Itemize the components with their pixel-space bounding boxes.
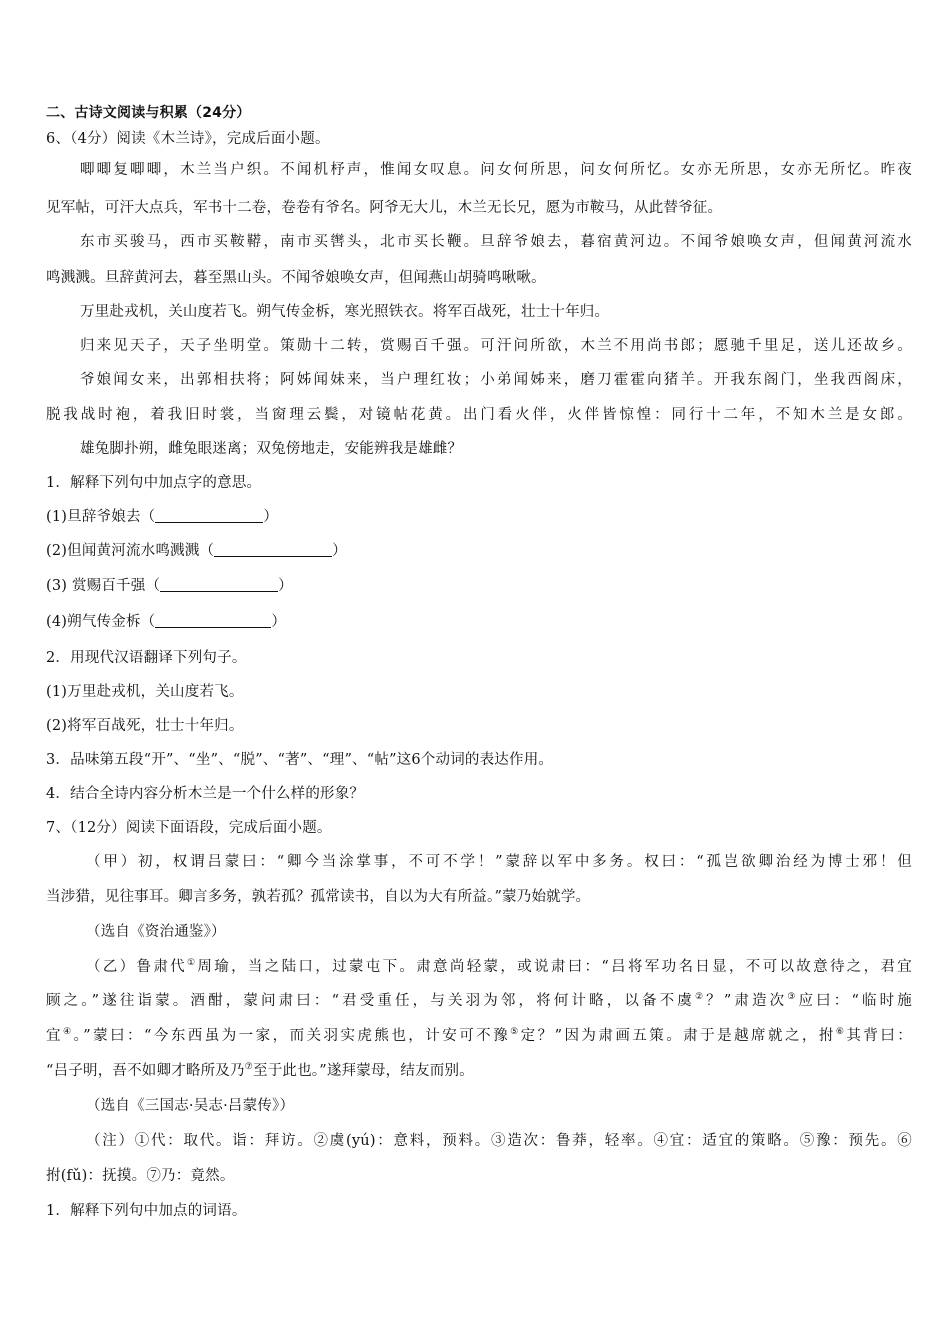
text: 顾之。”遂往诣蒙。酒酣，蒙问肃曰：“君受重任，与关羽为邻，将何计略，以备不虞 [46, 993, 695, 1009]
q6-subquestion-2: 2．用现代汉语翻译下列句子。 [46, 650, 247, 666]
poem-line: 唧唧复唧唧，木兰当户织。不闻机杼声，惟闻女叹息。问女何所思，问女何所忆。女亦无所思，女亦无所忆。昨夜 [80, 162, 912, 178]
blank-item-text: (4)朔气传金柝（ [46, 614, 156, 630]
translate-item: (2)将军百战死，壮士十年归。 [46, 718, 244, 734]
blank-item-4 [46, 612, 286, 632]
poem-line: 鸣溅溅。旦辞黄河去，暮至黑山头。不闻爷娘唤女声，但闻燕山胡骑鸣啾啾。 [46, 270, 546, 286]
blank-item-1 [46, 507, 278, 527]
blank-item-close: ） [271, 614, 287, 630]
blank-item-close: ） [332, 543, 347, 559]
note-marker: ⑥ [835, 1027, 847, 1038]
blank-item-text: (3) 赏赐百千强（ [46, 578, 161, 594]
note-marker: ① [187, 958, 198, 969]
text: 周瑜，当之陆口，过蒙屯下。肃意尚轻蒙，或说肃曰：“吕将军功名日显，不可以故意待之，君宜 [197, 959, 912, 975]
q6-subquestion-3: 3．品味第五段“开”、“坐”、“脱”、“著”、“理”、“帖”这6个动词的表达作用。 [46, 752, 554, 768]
note-marker: ⑤ [510, 1027, 521, 1038]
text: 应曰：“临时施 [798, 993, 912, 1009]
answer-blank[interactable] [160, 577, 278, 592]
section-title: 二、古诗文阅读与积累（24分） [46, 105, 251, 121]
notes-line: 拊(fǔ)：抚摸。⑦乃：竟然。 [46, 1168, 235, 1184]
question-6-header: 6、（4分）阅读《木兰诗》，完成后面小题。 [46, 131, 330, 147]
text: 。”蒙曰：“今东西虽为一家，而关羽实虎熊也，计安可不豫 [73, 1028, 511, 1044]
question-7-header: 7、（12分）阅读下面语段，完成后面小题。 [46, 820, 332, 836]
passage-yi-line [46, 991, 912, 1011]
q6-subquestion-1: 1．解释下列句中加点字的意思。 [46, 475, 262, 491]
translate-item: (1)万里赴戎机，关山度若飞。 [46, 684, 244, 700]
note-marker: ⑦ [244, 1062, 253, 1073]
poem-line: 脱我战时袍，着我旧时裳，当窗理云鬓，对镜帖花黄。出门看火伴，火伴皆惊惶：同行十二年，不知木兰是女郎。 [46, 407, 912, 423]
text: 定？”因为肃画五策。肃于是越席就之，拊 [520, 1028, 836, 1044]
note-marker: ④ [62, 1027, 74, 1038]
passage-yi-line [86, 957, 912, 977]
answer-blank[interactable] [155, 508, 263, 523]
answer-blank[interactable] [214, 542, 332, 557]
passage-jia-source: （选自《资治通鉴》） [86, 924, 226, 940]
text: 宜 [46, 1028, 63, 1044]
poem-line: 归来见天子，天子坐明堂。策勋十二转，赏赐百千强。可汗问所欲，木兰不用尚书郎；愿驰千里足，送儿还故乡。 [80, 338, 912, 354]
answer-blank[interactable] [155, 613, 271, 628]
text: “吕子明，吾不如卿才略所及乃 [46, 1063, 245, 1079]
poem-line: 爷娘闻女来，出郭相扶将；阿姊闻妹来，当户理红妆；小弟闻姊来，磨刀霍霍向猪羊。开我东阁门，坐我西阁床， [80, 372, 912, 388]
q6-subquestion-4: 4．结合全诗内容分析木兰是一个什么样的形象？ [46, 786, 365, 802]
blank-item-close: ） [263, 509, 279, 525]
passage-jia-line: （甲）初，权谓吕蒙曰：“卿今当涂掌事，不可不学！”蒙辞以军中多务。权曰：“孤岂欲卿治经为博士邪！但 [86, 854, 912, 870]
poem-line: 雄兔脚扑朔，雌兔眼迷离；双兔傍地走，安能辨我是雄雌？ [80, 441, 463, 457]
poem-line: 东市买骏马，西市买鞍鞯，南市买辔头，北市买长鞭。旦辞爷娘去，暮宿黄河边。不闻爷娘唤女声，但闻黄河流水 [80, 234, 912, 250]
text: 其背曰： [846, 1028, 912, 1044]
text: ？”肃造次 [706, 993, 788, 1009]
text: （乙）鲁肃代 [86, 959, 187, 975]
text: 至于此也。”遂拜蒙母，结友而别。 [253, 1063, 474, 1079]
note-marker: ② [694, 992, 707, 1003]
poem-line: 万里赴戎机，关山度若飞。朔气传金柝，寒光照铁衣。将军百战死，壮士十年归。 [80, 304, 610, 320]
passage-yi-line [46, 1061, 474, 1081]
blank-item-2 [46, 541, 347, 561]
passage-jia-line: 当涉猎，见往事耳。卿言多务，孰若孤？孤常读书，自以为大有所益。”蒙乃始就学。 [46, 889, 591, 905]
q7-subquestion-1: 1．解释下列句中加点的词语。 [46, 1203, 247, 1219]
note-marker: ③ [787, 992, 799, 1003]
blank-item-text: (2)但闻黄河流水鸣溅溅（ [46, 543, 215, 559]
blank-item-close: ） [278, 578, 293, 594]
notes-line: （注）①代：取代。诣：拜访。②虞(yú)：意料，预料。③造次：鲁莽，轻率。④宜：适宜的策略。⑤豫：预先。⑥ [86, 1133, 912, 1149]
passage-yi-line [46, 1026, 912, 1046]
passage-yi-source: （选自《三国志·吴志·吕蒙传》） [86, 1098, 295, 1114]
poem-line: 见军帖，可汗大点兵，军书十二卷，卷卷有爷名。阿爷无大儿，木兰无长兄，愿为市鞍马，从此替爷征。 [46, 200, 723, 216]
blank-item-text: (1)旦辞爷娘去（ [46, 509, 156, 525]
blank-item-3 [46, 576, 293, 596]
